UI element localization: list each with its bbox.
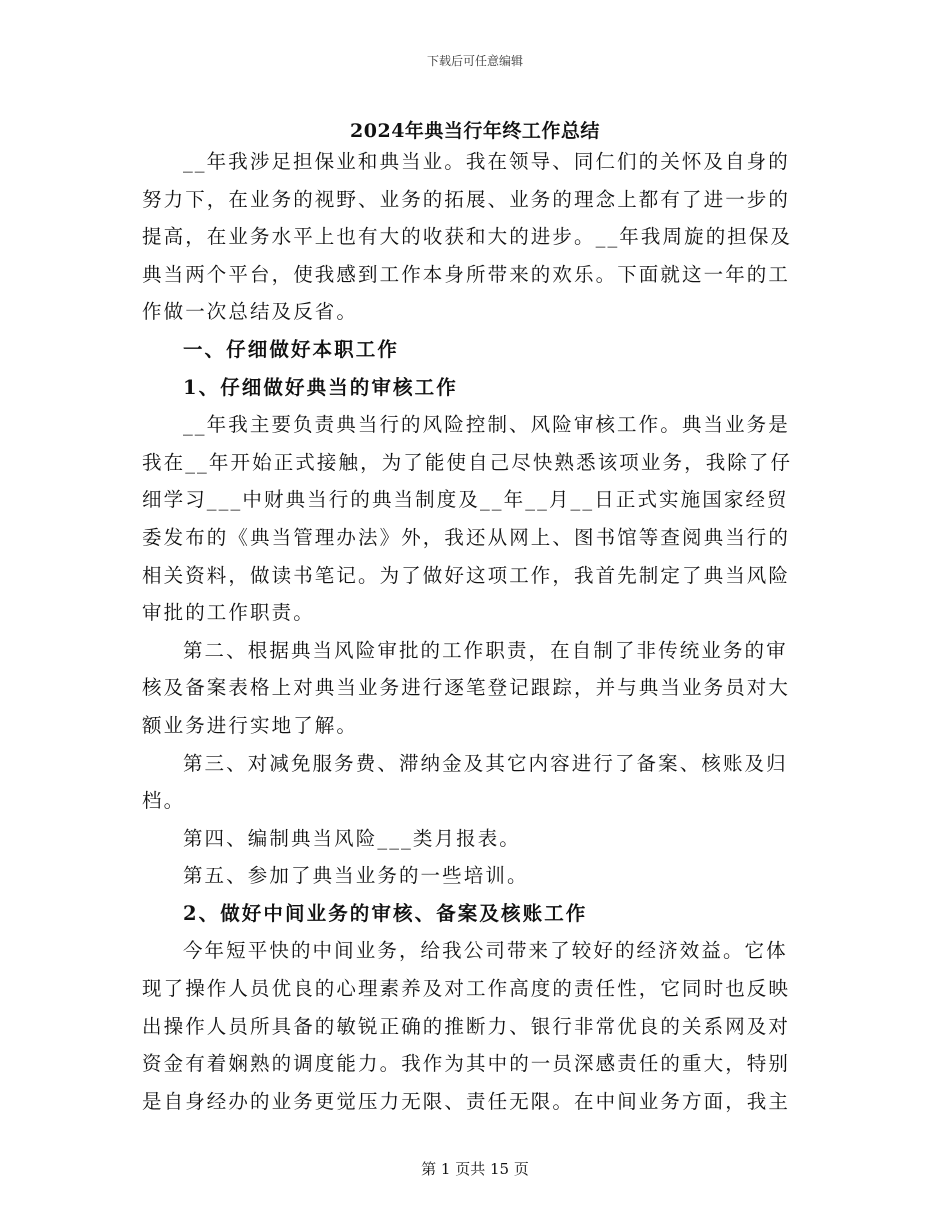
page-number: 第 1 页共 15 页 bbox=[421, 1160, 529, 1178]
subsection-heading-1: 1、仔细做好典当的审核工作 bbox=[182, 375, 458, 399]
document-title: 2024年典当行年终工作总结 bbox=[350, 120, 600, 142]
paragraph: 第二、根据典当风险审批的工作职责，在自制了非传统业务的审核及备案表格上对典当业务进行逐笔登记跟踪，并与典当业务员对大额业务进行实地了解。 bbox=[142, 638, 791, 737]
subsection-heading-2: 2、做好中间业务的审核、备案及核账工作 bbox=[182, 901, 588, 925]
paragraph: 第三、对减免服务费、滞纳金及其它内容进行了备案、核账及归档。 bbox=[142, 751, 788, 813]
intro-paragraph: __年我涉足担保业和典当业。我在领导、同仁们的关怀及自身的努力下，在业务的视野、业务的拓展、业务的理念上都有了进一步的提高，在业务水平上也有大的收获和大的进步。__年我周旋的担保及典当两个平台，使我感到工作本身所带来的欢乐。下面就这一年的工作做一次总结及反省。 bbox=[142, 150, 793, 324]
paragraph: 今年短平快的中间业务，给我公司带来了较好的经济效益。它体现了操作人员优良的心理素养及对工作高度的责任性，它同时也反映出操作人员所具备的敏锐正确的推断力、银行非常优良的关系网及对资金有着娴熟的调度能力。我作为其中的一员深感责任的重大，特别是自身经办的业务更觉压力无限、责任无限。在中间业务方面，我主 bbox=[142, 939, 791, 1113]
document-body bbox=[142, 143, 802, 1120]
paragraph: __年我主要负责典当行的风险控制、风险审核工作。典当业务是我在__年开始正式接触，为了能使自己尽快熟悉该项业务，我除了仔细学习___中财典当行的典当制度及__年__月__日正式实施国家经贸委发布的《典当管理办法》外，我还从网上、图书馆等查阅典当行的相关资料，做读书笔记。为了做好这项工作，我首先制定了典当风险审批的工作职责。 bbox=[142, 413, 793, 625]
section-heading-1: 一、仔细做好本职工作 bbox=[182, 337, 399, 361]
paragraph: 第五、参加了典当业务的一些培训。 bbox=[182, 864, 529, 888]
header-note: 下载后可任意编辑 bbox=[426, 54, 523, 68]
paragraph: 第四、编制典当风险___类月报表。 bbox=[182, 826, 521, 850]
